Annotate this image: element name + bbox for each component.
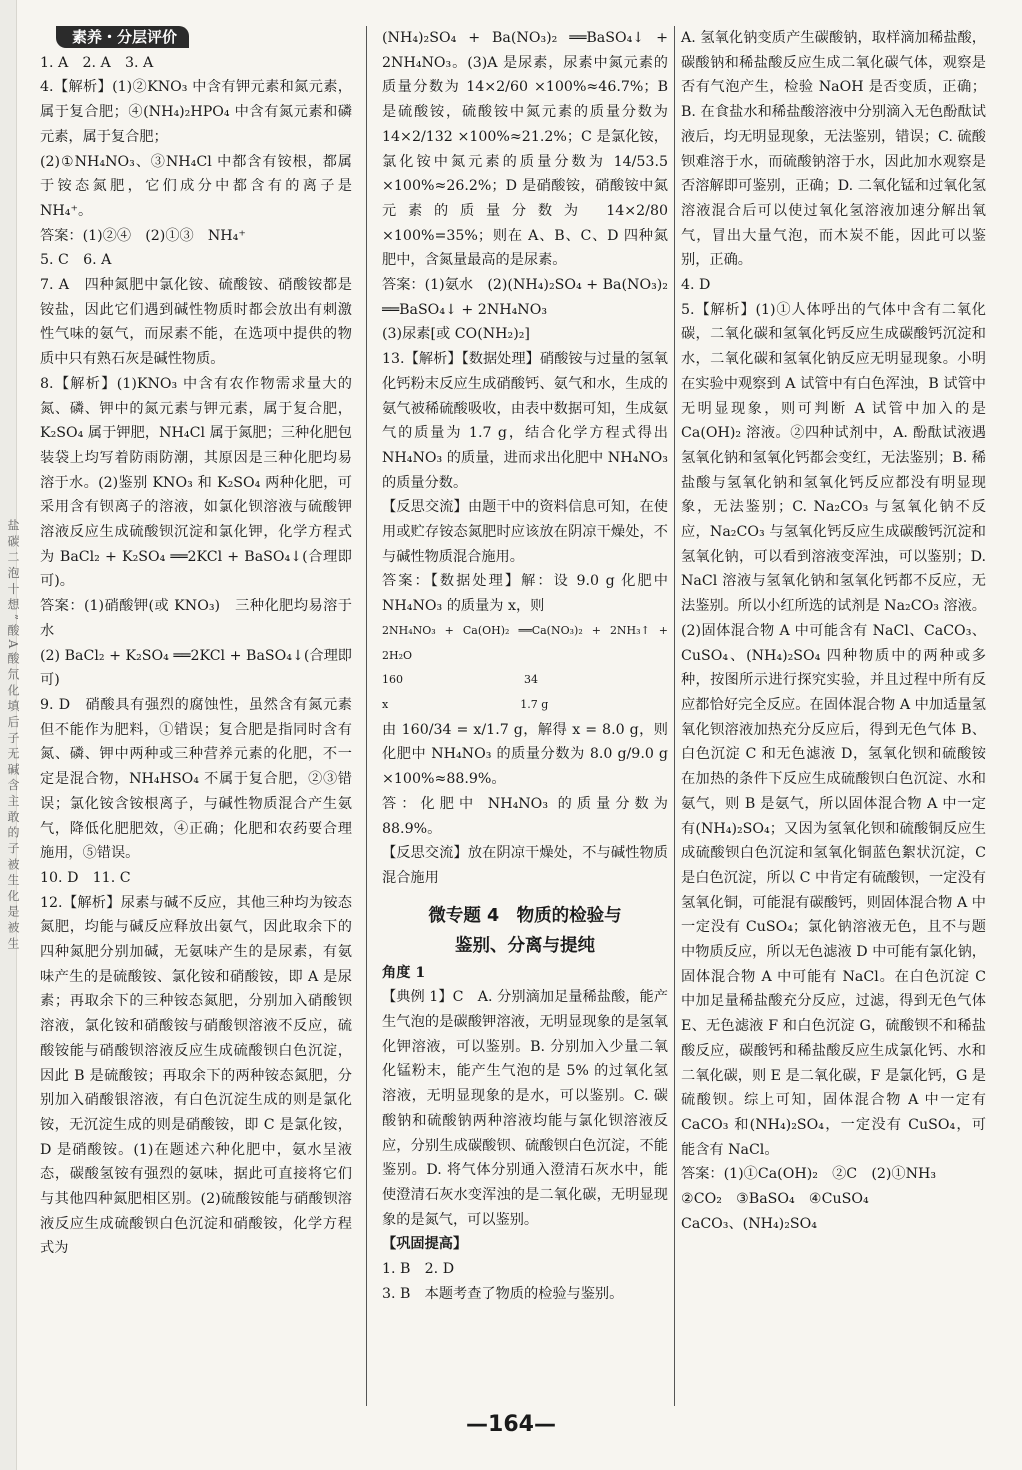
column-right (681, 26, 986, 1404)
topic-title-line-2: 鉴别、分离与提纯 (455, 935, 595, 956)
answer-block: 8.【解析】(1)KNO₃ 中含有农作物需求量大的氮、磷、钾中的氮元素与钾元素，属于复合肥，K₂SO₄ 属于钾肥，NH₄Cl 属于氮肥；三种化肥包装袋上均写着防雨防潮，其原因是三种化肥均易溶于水。(2)鉴别 KNO₃ 和 K₂SO₄ 两种化肥，可采用含有钡离子的溶液，如氯化钡溶液与硫酸钾溶液反应生成硫酸钡沉淀和氯化钾，化学方程式为 BaCl₂ + K₂SO₄ ══2KCl + BaSO₄↓(合理即可)。 (40, 375, 352, 590)
answer-block: 1. A 2. A 3. A (40, 54, 154, 71)
answer-block: 5. C 6. A (40, 252, 112, 269)
answer-block: 13.【解析】【数据处理】硝酸铵与过量的氢氧化钙粉末反应生成硝酸钙、氨气和水，生成的氨气被稀硫酸吸收，由表中数据可知，生成氨气的质量为 1.7 g，结合化学方程式得出 NH₄NO₃ 的质量，进而求出化肥中 NH₄NO₃ 的质量分数。 (382, 351, 668, 491)
column-left (40, 26, 352, 1404)
answer-block: ②CO₂ ③BaSO₄ ④CuSO₄ (681, 1191, 869, 1208)
answer-block: CaCO₃、(NH₄)₂SO₄ (681, 1215, 817, 1232)
answer-block: 答案：(1)②④ (2)①③ NH₄⁺ (40, 227, 246, 244)
column-middle (382, 26, 668, 1404)
answer-block: 10. D 11. C (40, 869, 131, 886)
answer-block: (3)尿素[或 CO(NH₂)₂] (382, 326, 530, 343)
topic-title-line-1: 微专题 4 物质的检验与 (428, 905, 622, 926)
answer-block: (2)①NH₄NO₃、③NH₄Cl 中都含有铵根，都属于铵态氮肥，它们成分中都含有的离子是 NH₄⁺。 (40, 153, 352, 219)
column-divider-1 (366, 26, 367, 1406)
answer-block: 答：化肥中 NH₄NO₃ 的质量分数为 88.9%。 (382, 795, 668, 837)
answer-block: (2) BaCl₂ + K₂SO₄ ══2KCl + BaSO₄↓(合理即可) (40, 647, 352, 689)
answer-block: 7. A 四种氮肥中氯化铵、硫酸铵、硝酸铵都是铵盐，因此它们遇到碱性物质时都会放出有刺激性气味的氨气，而尿素不能，在选项中提供的物质中只有熟石灰是碱性物质。 (40, 277, 352, 368)
section-header: 素养・分层评价 (56, 26, 189, 48)
answer-block: 由 160/34 = x/1.7 g，解得 x = 8.0 g，则化肥中 NH₄NO₃ 的质量分数为 8.0 g/9.0 g ×100%≈88.9%。 (382, 721, 668, 788)
answer-block: 5.【解析】(1)①人体呼出的气体中含有二氧化碳，二氧化碳和氢氧化钙反应生成碳酸钙沉淀和水，二氧化碳和氢氧化钠反应无明显现象。小明在实验中观察到 A 试管中有白色浑浊，B 试管中无明显现象，则可判断 A 试管中加入的是 Ca(OH)₂ 溶液。②四种试剂中，A. 酚酞试液遇氢氧化钠和氢氧化钙都会变红，无法鉴别；B. 稀盐酸与氢氧化钠和氢氧化钙反应都没有明显现象，无法鉴别；C. Na₂CO₃ 与氢氧化钠不反应，Na₂CO₃ 与氢氧化钙反应生成碳酸钙沉淀和氢氧化钠，可以看到溶液变浑浊，可以鉴别；D. NaCl 溶液与氢氧化钠和氢氧化钙都不反应，无法鉴别。所以小红所选的试剂是 Na₂CO₃ 溶液。(2)固体混合物 A 中可能含有 NaCl、CaCO₃、CuSO₄、(NH₄)₂SO₄ 四种物质中的两种或多种，按图所示进行探究实验，并且过程中所有反应都恰好完全反应。在固体混合物 A 中加适量氢氧化钡溶液加热充分反应后，得到无色气体 B、白色沉淀 C 和无色滤液 D，氢氧化钡和硫酸铵在加热的条件下反应生成硫酸钡白色沉淀、水和氨气，则 B 是氨气，所以固体混合物 A 中一定有(NH₄)₂SO₄；又因为氢氧化钡和硫酸铜反应生成硫酸钡白色沉淀和氢氧化铜蓝色絮状沉淀，C 是白色沉淀，所以 C 中肯定有硫酸钡，一定没有氢氧化铜，可能混有碳酸钙，则固体混合物 A 中一定没有 CuSO₄；氯化钠溶液无色，且不与题中物质反应，所以无色滤液 D 中可能有氯化钠，固体混合物 A 中可能有 NaCl。在白色沉淀 C 中加足量稀盐酸充分反应，过滤，得到无色气体 E、无色滤液 F 和白色沉淀 G，硫酸钡不和稀盐酸反应，碳酸钙和稀盐酸反应生成氯化钙、水和二氧化碳，则 E 是二氧化碳，F 是氯化钙，G 是硫酸钡。综上可知，固体混合物 A 中一定有 CaCO₃ 和(NH₄)₂SO₄，一定没有 CuSO₄，可能含有 NaCl。 (681, 301, 986, 1158)
subtopic-label: 角度 1 (382, 964, 426, 981)
answer-block: 3. B 本题考查了物质的检验与鉴别。 (382, 1285, 624, 1302)
answer-block: 【反思交流】由题干中的资料信息可知，在使用或贮存铵态氮肥时应该放在阴凉干燥处，不与碱性物质混合施用。 (382, 499, 668, 565)
column-divider-2 (674, 26, 675, 1406)
answer-block: 答案：(1)硝酸钾(或 KNO₃) 三种化肥均易溶于水 (40, 598, 352, 639)
equation-mass-row: x 1.7 g (382, 697, 549, 711)
answer-block: 【反思交流】放在阴凉干燥处，不与碱性物质混合施用 (382, 845, 668, 886)
chemical-equation: 2NH₄NO₃ + Ca(OH)₂ ══Ca(NO₃)₂ + 2NH₃↑ + 2H₂O (382, 623, 668, 662)
answer-block: 12.【解析】尿素与碱不反应，其他三种均为铵态氮肥，均能与碱反应释放出氨气，因此取余下的四种氮肥分别加碱，无氨味产生的是尿素，有氨味产生的是硫酸铵、氯化铵和硝酸铵，即 A 是尿素；再取余下的三种铵态氮肥，分别加入硝酸钡溶液，氯化铵和硝酸铵与硝酸钡溶液不反应，硫酸铵能与硝酸钡溶液反应生成硫酸钡白色沉淀，因此 B 是硫酸铵；再取余下的两种铵态氮肥，分别加入硝酸银溶液，有白色沉淀生成的则是氯化铵，无沉淀生成的则是硝酸铵，即 C 是氯化铵，D 是硝酸铵。(1)在题述六种化肥中，氨水呈液态，碳酸氢铵有强烈的氨味，据此可直接将它们与其他四种氮肥相区别。(2)硫酸铵能与硝酸钡溶液反应生成硫酸钡白色沉淀和硝酸铵，化学方程式为 (40, 894, 352, 1257)
answer-block: 1. B 2. D (382, 1261, 455, 1278)
answer-block: 【典例 1】C A. 分别滴加足量稀盐酸，能产生气泡的是碳酸钾溶液，无明显现象的是氢氧化钾溶液，可以鉴别。B. 分别加入少量二氧化锰粉末，能产生气泡的是 5% 的过氧化氢溶液，无明显现象的是水，可以鉴别。C. 碳酸钠和硫酸钠两种溶液均能与氯化钡溶液反应，分别生成碳酸钡、硫酸钡白色沉淀，不能鉴别。D. 将气体分别通入澄清石灰水中，能使澄清石灰水变浑浊的是二氧化碳，无明显现象的是氮气，可以鉴别。 (382, 989, 668, 1228)
page-number: —164— (466, 1412, 556, 1437)
answer-block: (NH₄)₂SO₄ + Ba(NO₃)₂ ══BaSO₄↓ + 2NH₄NO₃。(3)A 是尿素，尿素中氮元素的质量分数为 14×2/60 ×100%≈46.7%；B 是硫酸铵，硫酸铵中氮元素的质量分数为 14×2/132 ×100%≈21.2%；C 是氯化铵，氯化铵中氮元素的质量分数为 14/53.5 ×100%≈26.2%；D 是硝酸铵，硝酸铵中氮元素的质量分数为 14×2/80 ×100%=35%；则在 A、B、C、D 四种氮肥中，含氮量最高的是尿素。 (382, 30, 668, 269)
answer-block: 9. D 硝酸具有强烈的腐蚀性，虽然含有氮元素但不能作为肥料，①错误；复合肥是指同时含有氮、磷、钾中两种或三种营养元素的化肥，不一定是混合物，NH₄HSO₄ 不属于复合肥，②③错误；氯化铵含铵根离子，与碱性物质混合产生氨气，降低化肥肥效，④正确；化肥和农药要合理施用，⑤错误。 (40, 696, 352, 862)
answer-block: 4. D (681, 277, 711, 294)
answer-block: A. 氢氧化钠变质产生碳酸钠，取样滴加稀盐酸，碳酸钠和稀盐酸反应生成二氧化碳气体，观察是否有气泡产生，检验 NaOH 是否变质，正确；B. 在食盐水和稀盐酸溶液中分别滴入无色酚酞试液后，均无明显现象，无法鉴别，错误；C. 硫酸钡难溶于水，而硫酸钠溶于水，因此加水观察是否溶解即可鉴别，正确；D. 二氧化锰和过氧化氢溶液混合后可以使过氧化氢溶液加速分解出氧气，冒出大量气泡，而木炭不能，因此可以鉴别，正确。 (681, 30, 986, 269)
answer-block: 答案：(1)①Ca(OH)₂ ②C (2)①NH₃ (681, 1166, 937, 1183)
subsection-label: 【巩固提高】 (382, 1236, 468, 1253)
equation-mass-row: 160 34 (382, 673, 538, 687)
answer-block: 答案：【数据处理】解：设 9.0 g 化肥中 NH₄NO₃ 的质量为 x，则 (382, 573, 668, 615)
binding-edge (0, 0, 20, 1470)
binding-edge-text: 盐 碳 二 泡 十 想 ” 酸 A 酸 氘 化 填 后 子 无 碱 含 主 敢 的 子 被 生 化 是 被 生 (6, 519, 20, 949)
answer-block: 4.【解析】(1)②KNO₃ 中含有钾元素和氮元素，属于复合肥；④(NH₄)₂HPO₄ 中含有氮元素和磷元素，属于复合肥； (40, 79, 352, 145)
answer-block: 答案：(1)氨水 (2)(NH₄)₂SO₄ + Ba(NO₃)₂ ══BaSO₄↓ + 2NH₄NO₃ (382, 277, 668, 318)
